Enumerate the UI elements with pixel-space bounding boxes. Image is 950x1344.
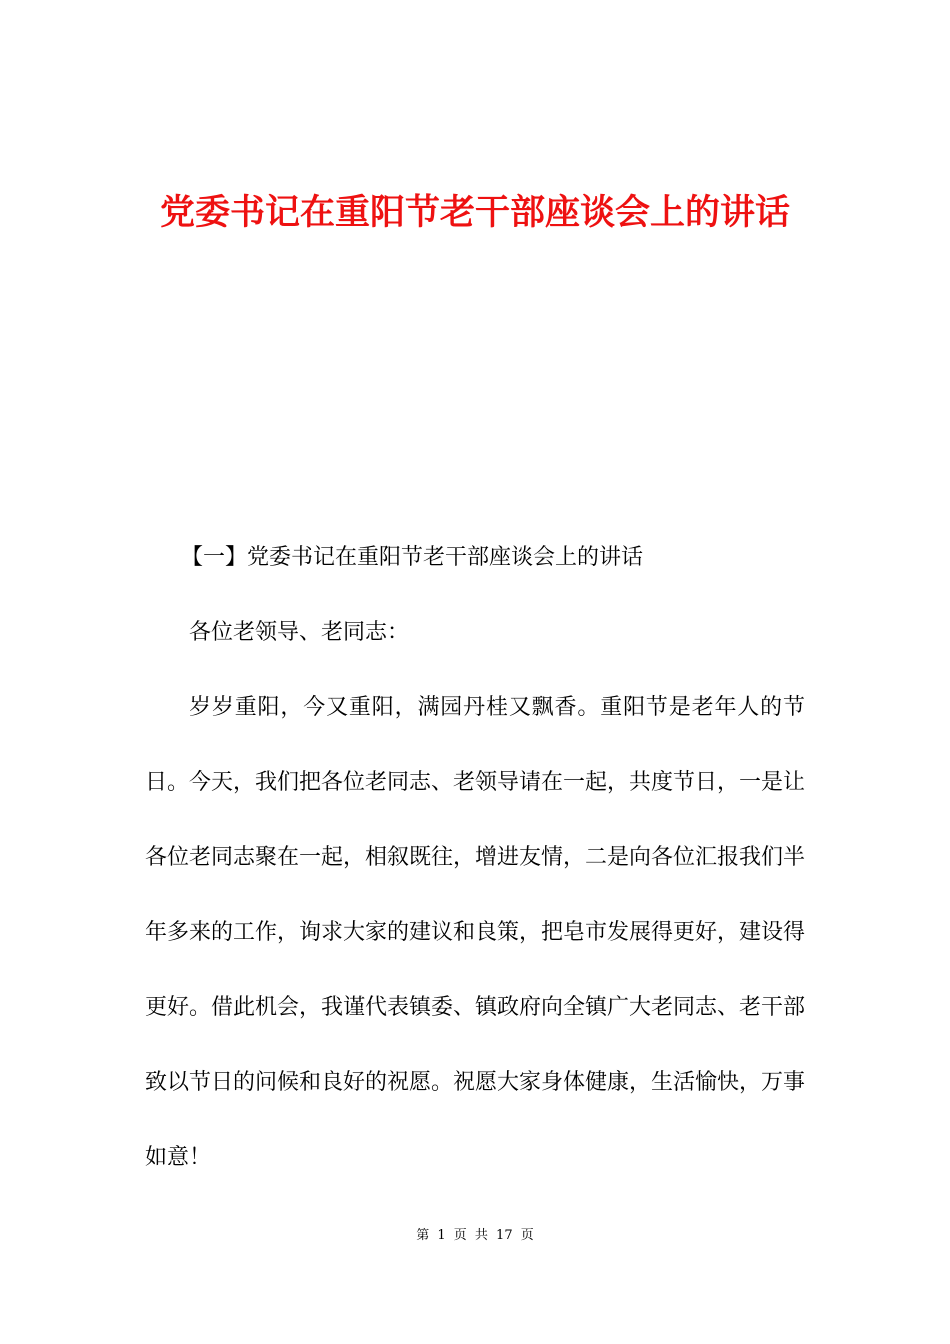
document-title: 党委书记在重阳节老干部座谈会上的讲话	[159, 193, 790, 233]
body-paragraph: 岁岁重阳，今又重阳，满园丹桂又飘香。重阳节是老年人的节日。今天，我们把各位老同志、老领导请在一起，共度节日，一是让各位老同志聚在一起，相叙既往，增进友情，二是向各位汇报我们半年多来的工作，询求大家的建议和良策，把皂市发展得更好，建设得更好。借此机会，我谨代表镇委、镇政府向全镇广大老同志、老干部致以节日的问候和良好的祝愿。祝愿大家身体健康，生活愉快，万事如意！	[145, 695, 806, 1170]
section-heading: 【一】党委书记在重阳节老干部座谈会上的讲话	[181, 545, 644, 570]
page-number-footer: 第 1 页 共 17 页	[416, 1228, 534, 1243]
document-body	[145, 520, 805, 1195]
salutation: 各位老领导、老同志：	[189, 620, 410, 645]
